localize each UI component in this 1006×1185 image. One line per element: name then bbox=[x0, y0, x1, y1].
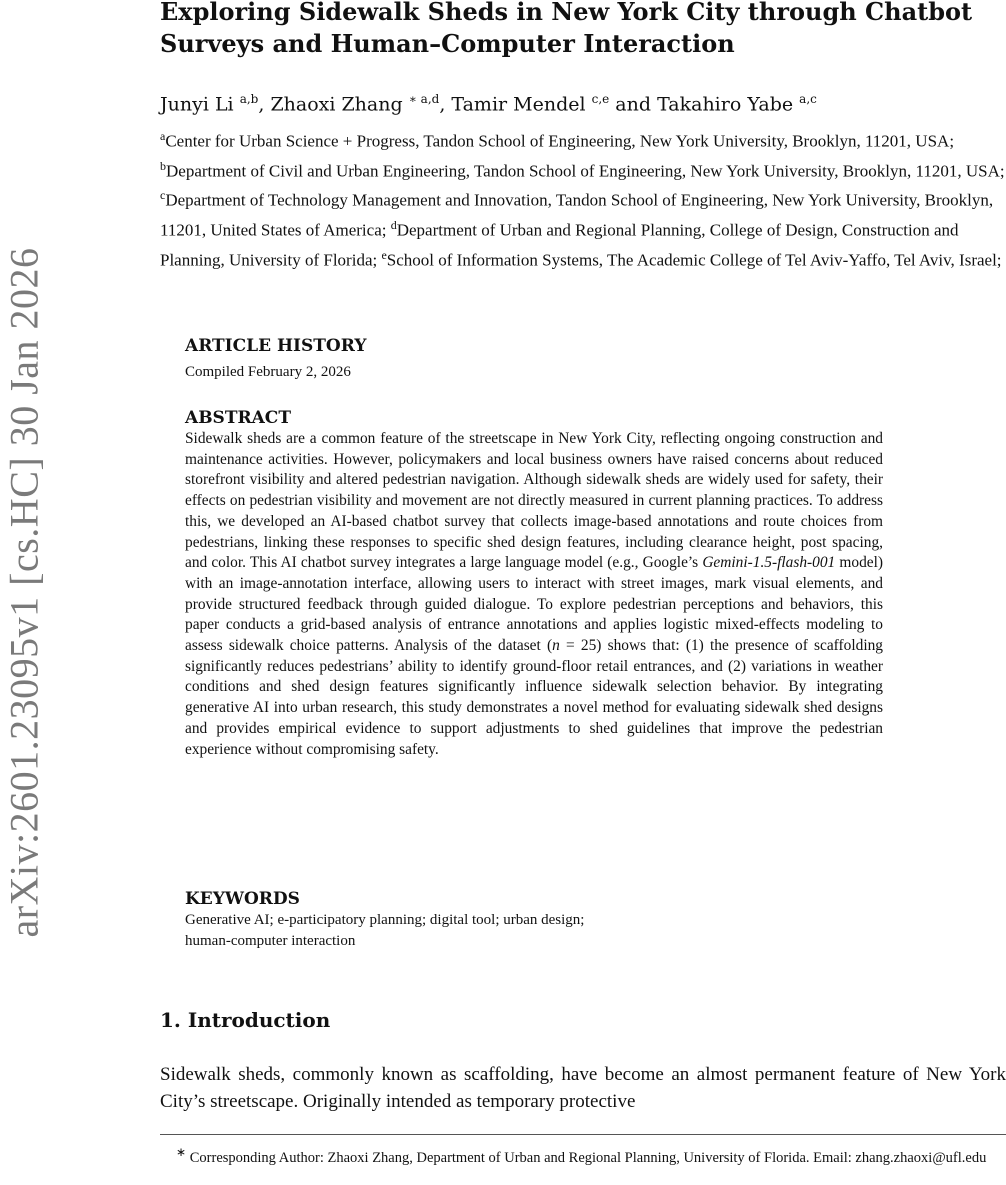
author-name: Junyi Li bbox=[160, 93, 234, 116]
keywords-line: Generative AI; e-participatory planning; digital tool; urban design; bbox=[185, 912, 585, 928]
author-name: Tamir Mendel bbox=[451, 93, 586, 116]
footnote-text: Corresponding Author: Zhaoxi Zhang, Department of Urban and Regional Planning, University of Florida. Email: zhang.zhaoxi@ufl.edu bbox=[186, 1149, 987, 1166]
model-name: Gemini-1.5-flash-001 bbox=[702, 554, 836, 572]
abstract-body bbox=[185, 429, 883, 760]
footnote-divider bbox=[160, 1134, 1006, 1135]
abstract-text-1: Sidewalk sheds are a common feature of the streetscape in New York City, reflecting ongoing construction and maintenance activities. However, policymakers and local business owners have raised concerns about reduced storefront visibility and altered pedestrian navigation. Although sidewalk sheds are widely used for safety, their effects on pedestrian visibility and movement are not directly measured in current planning practices. To address this, we developed an AI-based chatbot survey that collects image-based annotations and route choices from pedestrians, linking these responses to specific shed design features, including clearance height, post spacing, and color. This AI chatbot survey integrates a large language model (e.g., Google’s bbox=[185, 430, 883, 572]
keywords-heading: KEYWORDS bbox=[185, 889, 300, 909]
affiliation-text: School of Information Systems, The Academic College of Tel Aviv-Yaffo, Tel Aviv, Israel; bbox=[386, 250, 1002, 270]
footnote bbox=[160, 1142, 1006, 1169]
affil-mark: e bbox=[381, 247, 387, 262]
affil-mark: a bbox=[160, 129, 166, 143]
affil-mark: c bbox=[160, 188, 166, 203]
author-list: Junyi Li $^{a,b}$, Zhaoxi Zhang $^{∗ a,d}$, Tamir Mendel $^{c,e}$ and Takahiro Yabe $^{a,c}$ bbox=[160, 92, 817, 116]
arxiv-identifier-text: arXiv:2601.23095v1 [cs.HC] 30 Jan 2026 bbox=[1, 247, 47, 938]
article-history-heading: ARTICLE HISTORY bbox=[185, 336, 367, 356]
paper-title: Exploring Sidewalk Sheds in New York City through Chatbot Surveys and Human–Computer Interaction bbox=[160, 0, 973, 58]
introduction-heading: 1. Introduction bbox=[160, 1008, 331, 1032]
affiliation-text: Department of Civil and Urban Engineering, Tandon School of Engineering, New York University, Brooklyn, 11201, USA; bbox=[166, 161, 1005, 181]
affiliation-text: Department of Urban and Regional Planning, College of Design, Construction and Planning, University of Florida; bbox=[160, 220, 959, 270]
abstract-section bbox=[185, 407, 883, 760]
author-affil-mark: ∗ a,d bbox=[408, 92, 440, 106]
author-affil-mark: a,b bbox=[239, 92, 259, 106]
author-name: Takahiro Yabe bbox=[657, 93, 794, 116]
paper-page bbox=[160, 0, 1006, 1185]
arxiv-identifier bbox=[1, 0, 47, 1185]
author-affil-mark: a,c bbox=[799, 92, 817, 106]
affil-mark: b bbox=[160, 158, 166, 173]
author-name: Zhaoxi Zhang bbox=[270, 93, 403, 116]
affiliation-text: Department of Technology Management and Innovation, Tandon School of Engineering, New York University, Brooklyn, 11201, United States of America; bbox=[160, 190, 994, 240]
affiliations bbox=[160, 124, 1006, 272]
abstract-heading: ABSTRACT bbox=[185, 408, 291, 428]
sample-size-value: = 25 bbox=[559, 637, 597, 655]
compiled-date: Compiled February 2, 2026 bbox=[185, 364, 351, 380]
affil-mark: d bbox=[390, 217, 397, 232]
keywords-section bbox=[185, 888, 883, 952]
keywords-line: human-computer interaction bbox=[185, 933, 356, 949]
abstract-text-2: model) with an image-annotation interface, allowing users to interact with street images, mark visual elements, and provide structured feedback through guided dialogue. To explore pedestrian perceptions and behaviors, this paper conducts a grid-based analysis of entrance annotations and applies logistic mixed-effects modeling to assess sidewalk choice patterns. Analysis of the dataset ( bbox=[185, 554, 883, 655]
article-history bbox=[185, 335, 883, 383]
abstract-text-3: ) shows that: (1) the presence of scaffolding significantly reduces pedestrians’ ability to identify ground-floor retail entrances, and (2) variations in weather conditions and shed design features significantly influence sidewalk selection behavior. By integrating generative AI into urban research, this study demonstrates a novel method for evaluating sidewalk shed designs and provides empirical evidence to support adjustments to shed guidelines that improve the pedestrian experience without compromising safety. bbox=[185, 637, 883, 758]
affiliation-text: Center for Urban Science + Progress, Tandon School of Engineering, New York University, Brooklyn, 11201, USA; bbox=[165, 131, 955, 151]
author-affil-mark: c,e bbox=[591, 92, 610, 106]
footnote-mark: ∗ bbox=[176, 1145, 187, 1159]
introduction-text: Sidewalk sheds, commonly known as scaffolding, have become an almost permanent feature of New York City’s streetscape. Originally intended as temporary protective bbox=[160, 1064, 1006, 1112]
sample-size-variable: n bbox=[552, 637, 560, 655]
